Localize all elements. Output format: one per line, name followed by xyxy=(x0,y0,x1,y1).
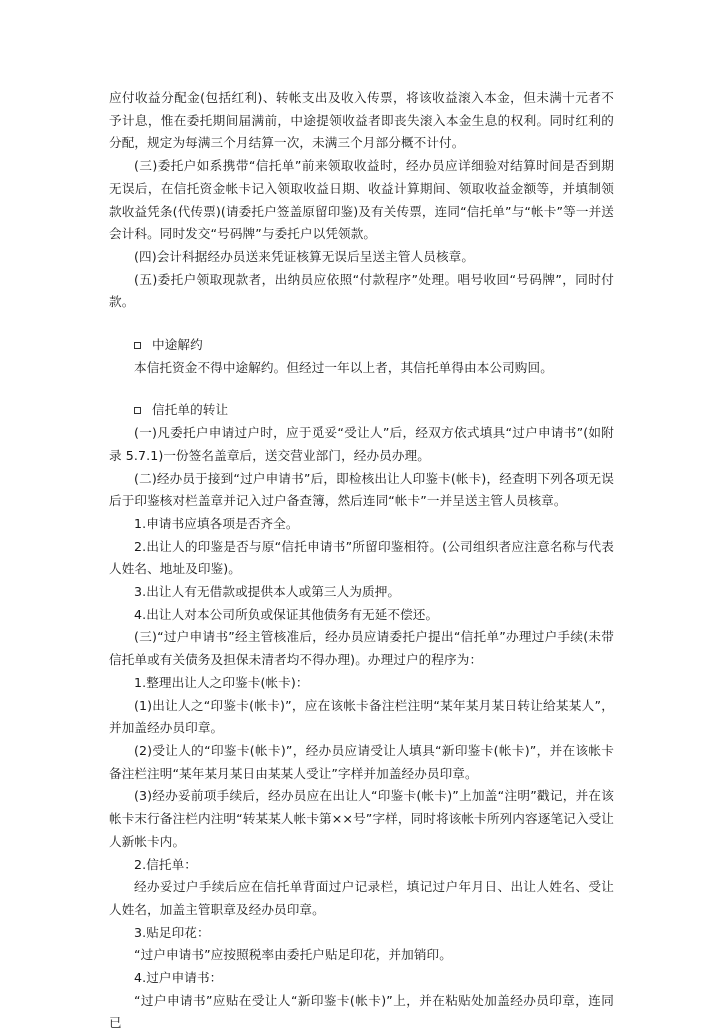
transfer-paragraph: 4.出让人对本公司所负或保证其他债务有无延不偿还。 xyxy=(134,606,439,622)
spacer xyxy=(109,379,614,399)
transfer-paragraph: 1.整理出让人之印鉴卡(帐卡)： xyxy=(134,674,309,690)
transfer-paragraph: (1)出让人之“印鉴卡(帐卡)”，应在该帐卡备注栏注明“某年某月某日转让给某某人”，并加盖经办员印章。 xyxy=(109,697,614,736)
paragraph-accounting-review: (四)会计科据经办员送来凭证核算无误后呈送主管人员核章。 xyxy=(134,248,475,264)
transfer-paragraph: (一)凡委托户申请过户时，应于觅妥“受让人”后，经双方依式填具“过户申请书”(如附录 5.7.1)一份签名盖章后，送交营业部门，经办员办理。 xyxy=(109,425,614,463)
transfer-paragraph: (3)经办妥前项手续后，经办员应在出让人“印鉴卡(帐卡)”上加盖“注明”戳记，并在该帐卡末行备注栏内注明“转某某人帐卡第××号”字样，同时将该帐卡所列内容逐笔记入受让人新帐卡内。 xyxy=(109,788,614,849)
square-bullet-icon xyxy=(134,342,141,349)
transfer-paragraph: 2.信托单： xyxy=(134,856,197,872)
document-body xyxy=(109,87,614,1035)
transfer-paragraph: “过户申请书”应贴在受让人“新印鉴卡(帐卡)”上，并在粘贴处加盖经办员印章，连同已 xyxy=(109,992,614,1031)
transfer-paragraph: 经办妥过户手续后应在信托单背面过户记录栏，填记过户年月日、出让人姓名、受让人姓名，加盖主管职章及经办员印章。 xyxy=(109,879,614,917)
transfer-paragraph: 1.申请书应填各项是否齐全。 xyxy=(134,515,299,531)
transfer-paragraph: (二)经办员于接到“过户申请书”后，即检核出让人印鉴卡(帐卡)，经查明下列各项无误后于印鉴核对栏盖章并记入过户备查簿，然后连同“帐卡”一并呈送主管人员核章。 xyxy=(109,470,614,509)
transfer-paragraph: (三)“过户申请书”经主管核准后，经办员应请委托户提出“信托单”办理过户手续(未带信托单或有关债务及担保未清者均不得办理)。办理过户的程序为： xyxy=(109,629,614,668)
section-heading-transfer xyxy=(109,399,614,422)
paragraph-midway-termination: 本信托资金不得中途解约。但经过一年以上者，其信托单得由本公司购回。 xyxy=(134,359,553,375)
section-title: 中途解约 xyxy=(152,337,203,353)
transfer-paragraph: 2.出让人的印鉴是否与原“信托申请书”所留印鉴相符。(公司组织者应注意名称与代表人姓名、地址及印鉴)。 xyxy=(109,538,614,577)
section-title: 信托单的转让 xyxy=(152,402,229,418)
transfer-paragraph: 4.过户申请书： xyxy=(134,970,223,986)
transfer-paragraph: 3.贴足印花： xyxy=(134,924,210,940)
paragraph-collect-income: (三)委托户如系携带“信托单”前来领取收益时，经办员应详细验对结算时间是否到期无误后，在信托资金帐卡记入领取收益日期、收益计算期间、领取收益金额等，并填制领款收益凭条(代传票)(请委托户签盖原留印鉴)及有关传票，连同“信托单”与“帐卡”等一并送会计科。同时发交“号码牌”与委托户以凭领款。 xyxy=(109,158,614,242)
paragraph-cash-withdrawal: (五)委托户领取现款者，出纳员应依照“付款程序”处理。唱号收回“号码牌”，同时付款。 xyxy=(109,271,614,310)
transfer-section-body xyxy=(109,422,614,1035)
transfer-paragraph: “过户申请书”应按照税率由委托户贴足印花，并加销印。 xyxy=(134,947,452,963)
paragraph-income-distribution: 应付收益分配金(包括红利)、转帐支出及收入传票，将该收益滚入本金，但未满十元者不予计息，惟在委托期间届满前，中途提领收益者即丧失滚入本金生息的权利。同时红利的分配，规定为每满三个月结算一次，未满三个月部分概不计付。 xyxy=(109,90,614,151)
section-heading-midway-termination xyxy=(109,334,614,357)
transfer-paragraph: 3.出让人有无借款或提供本人或第三人为质押。 xyxy=(134,584,401,600)
square-bullet-icon xyxy=(134,407,141,414)
spacer xyxy=(109,314,614,334)
transfer-paragraph: (2)受让人的“印鉴卡(帐卡)”，经办员应请受让人填具“新印鉴卡(帐卡)”，并在该帐卡备注栏注明“某年某月某日由某某人受让”字样并加盖经办员印章。 xyxy=(109,742,614,781)
